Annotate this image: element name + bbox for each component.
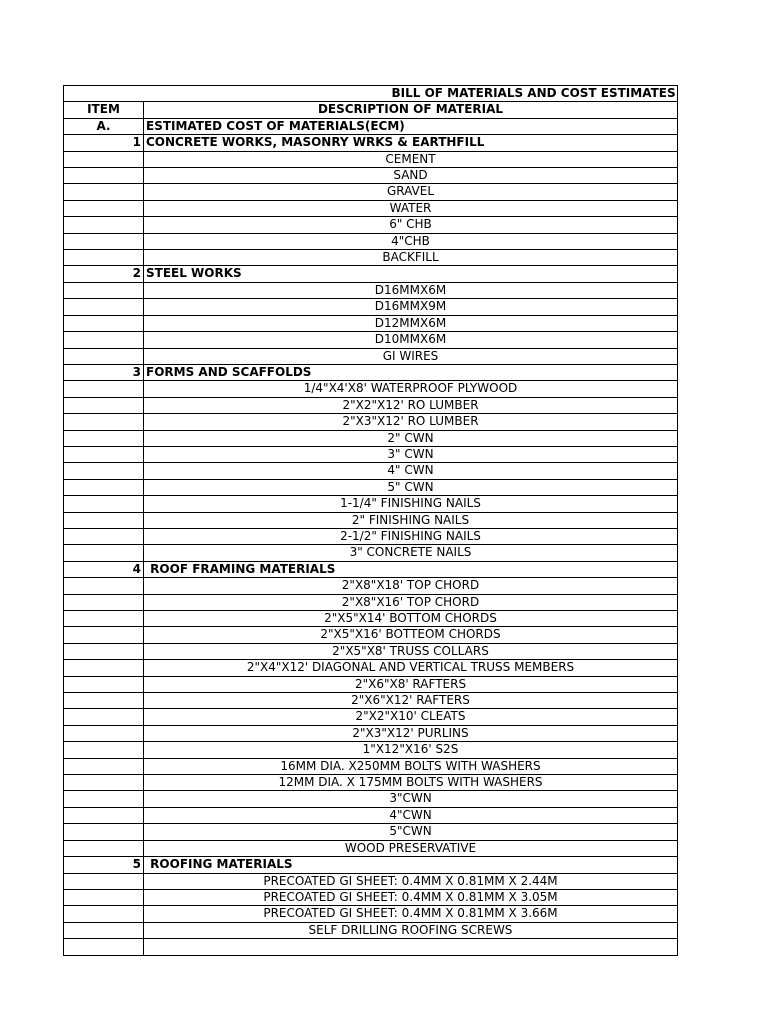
material-description-cell: 1/4"X4'X8' WATERPROOF PLYWOOD <box>144 381 678 397</box>
category-description-cell: FORMS AND SCAFFOLDS <box>144 364 678 380</box>
material-description-cell <box>144 939 678 955</box>
material-row <box>64 627 678 643</box>
item-number-cell <box>64 758 144 774</box>
item-number-cell <box>64 414 144 430</box>
material-description-cell: 2-1/2" FINISHING NAILS <box>144 528 678 544</box>
material-description-cell: 4" CWN <box>144 463 678 479</box>
material-row <box>64 611 678 627</box>
material-description-cell: 2"X3"X12' PURLINS <box>144 725 678 741</box>
material-row <box>64 791 678 807</box>
material-description-cell: D16MMX9M <box>144 299 678 315</box>
item-number-cell <box>64 250 144 266</box>
item-number-cell <box>64 233 144 249</box>
item-number-cell <box>64 611 144 627</box>
item-number-cell <box>64 709 144 725</box>
material-row <box>64 824 678 840</box>
description-column-header: DESCRIPTION OF MATERIAL <box>144 102 678 118</box>
item-number-cell <box>64 889 144 905</box>
item-number-cell <box>64 512 144 528</box>
item-number-cell <box>64 282 144 298</box>
material-description-cell: 3" CONCRETE NAILS <box>144 545 678 561</box>
item-number-cell <box>64 725 144 741</box>
material-description-cell: 4"CWN <box>144 807 678 823</box>
sheet-title: BILL OF MATERIALS AND COST ESTIMATES <box>144 86 678 102</box>
category-description-cell: ROOF FRAMING MATERIALS <box>144 561 678 577</box>
material-description-cell: 5"CWN <box>144 824 678 840</box>
item-number-cell <box>64 775 144 791</box>
item-number-cell <box>64 791 144 807</box>
item-number-cell <box>64 315 144 331</box>
material-row <box>64 463 678 479</box>
section-row <box>64 118 678 134</box>
item-number-cell <box>64 742 144 758</box>
material-row <box>64 200 678 216</box>
material-description-cell: 2"X5"X14' BOTTOM CHORDS <box>144 611 678 627</box>
item-column-header: ITEM <box>64 102 144 118</box>
item-number-cell: 2 <box>64 266 144 282</box>
material-row <box>64 775 678 791</box>
section-item-cell: A. <box>64 118 144 134</box>
category-description-cell: CONCRETE WORKS, MASONRY WRKS & EARTHFILL <box>144 135 678 151</box>
item-number-cell <box>64 807 144 823</box>
material-description-cell: 2" FINISHING NAILS <box>144 512 678 528</box>
item-number-cell <box>64 184 144 200</box>
material-row <box>64 693 678 709</box>
item-number-cell <box>64 545 144 561</box>
item-number-cell <box>64 594 144 610</box>
material-row <box>64 430 678 446</box>
material-description-cell: 3"CWN <box>144 791 678 807</box>
material-description-cell: 2"X8"X18' TOP CHORD <box>144 578 678 594</box>
item-number-cell <box>64 693 144 709</box>
material-description-cell: 2"X6"X12' RAFTERS <box>144 693 678 709</box>
item-number-cell <box>64 151 144 167</box>
material-row <box>64 512 678 528</box>
item-number-cell <box>64 299 144 315</box>
material-row <box>64 151 678 167</box>
title-spacer-cell <box>64 86 144 102</box>
material-description-cell: PRECOATED GI SHEET: 0.4MM X 0.81MM X 3.05M <box>144 889 678 905</box>
material-description-cell: CEMENT <box>144 151 678 167</box>
material-row <box>64 315 678 331</box>
material-row <box>64 282 678 298</box>
material-row <box>64 906 678 922</box>
item-number-cell <box>64 463 144 479</box>
title-row <box>64 86 678 102</box>
material-row <box>64 528 678 544</box>
item-number-cell <box>64 332 144 348</box>
item-number-cell <box>64 676 144 692</box>
material-row <box>64 381 678 397</box>
material-description-cell: 6" CHB <box>144 217 678 233</box>
material-description-cell: GI WIRES <box>144 348 678 364</box>
item-number-cell: 4 <box>64 561 144 577</box>
item-number-cell: 3 <box>64 364 144 380</box>
material-row <box>64 709 678 725</box>
material-row <box>64 939 678 955</box>
material-description-cell: 2"X2"X10' CLEATS <box>144 709 678 725</box>
material-description-cell: 1-1/4" FINISHING NAILS <box>144 496 678 512</box>
category-row <box>64 561 678 577</box>
item-number-cell <box>64 643 144 659</box>
material-row <box>64 397 678 413</box>
material-row <box>64 545 678 561</box>
material-description-cell: 2"X4"X12' DIAGONAL AND VERTICAL TRUSS MEMBERS <box>144 660 678 676</box>
category-row <box>64 135 678 151</box>
material-row <box>64 922 678 938</box>
item-number-cell <box>64 381 144 397</box>
material-row <box>64 250 678 266</box>
item-number-cell <box>64 627 144 643</box>
material-row <box>64 184 678 200</box>
material-description-cell: 5" CWN <box>144 479 678 495</box>
material-row <box>64 643 678 659</box>
material-description-cell: 2"X8"X16' TOP CHORD <box>144 594 678 610</box>
item-number-cell <box>64 660 144 676</box>
material-row <box>64 168 678 184</box>
item-number-cell <box>64 168 144 184</box>
item-number-cell <box>64 873 144 889</box>
material-row <box>64 742 678 758</box>
item-number-cell <box>64 348 144 364</box>
material-row <box>64 578 678 594</box>
item-number-cell <box>64 528 144 544</box>
material-row <box>64 348 678 364</box>
material-description-cell: BACKFILL <box>144 250 678 266</box>
bom-table <box>63 85 678 956</box>
material-description-cell: 4"CHB <box>144 233 678 249</box>
material-row <box>64 217 678 233</box>
item-number-cell <box>64 217 144 233</box>
item-number-cell: 1 <box>64 135 144 151</box>
material-row <box>64 414 678 430</box>
material-description-cell: 16MM DIA. X250MM BOLTS WITH WASHERS <box>144 758 678 774</box>
header-row <box>64 102 678 118</box>
category-row <box>64 266 678 282</box>
material-description-cell: 1"X12"X16' S2S <box>144 742 678 758</box>
material-description-cell: 2"X2"X12' RO LUMBER <box>144 397 678 413</box>
material-row <box>64 807 678 823</box>
item-number-cell: 5 <box>64 857 144 873</box>
material-description-cell: D10MMX6M <box>144 332 678 348</box>
material-row <box>64 479 678 495</box>
material-description-cell: 3" CWN <box>144 446 678 462</box>
material-description-cell: SELF DRILLING ROOFING SCREWS <box>144 922 678 938</box>
item-number-cell <box>64 446 144 462</box>
material-row <box>64 889 678 905</box>
material-row <box>64 873 678 889</box>
item-number-cell <box>64 430 144 446</box>
material-description-cell: 2"X3"X12' RO LUMBER <box>144 414 678 430</box>
bom-table-body <box>64 86 678 956</box>
material-description-cell: D16MMX6M <box>144 282 678 298</box>
material-row <box>64 496 678 512</box>
item-number-cell <box>64 824 144 840</box>
material-description-cell: GRAVEL <box>144 184 678 200</box>
material-row <box>64 676 678 692</box>
material-row <box>64 233 678 249</box>
item-number-cell <box>64 922 144 938</box>
item-number-cell <box>64 840 144 856</box>
category-row <box>64 857 678 873</box>
bill-of-materials-sheet <box>63 85 677 956</box>
item-number-cell <box>64 479 144 495</box>
category-description-cell: STEEL WORKS <box>144 266 678 282</box>
material-row <box>64 446 678 462</box>
item-number-cell <box>64 939 144 955</box>
item-number-cell <box>64 906 144 922</box>
material-row <box>64 725 678 741</box>
item-number-cell <box>64 496 144 512</box>
material-description-cell: D12MMX6M <box>144 315 678 331</box>
material-description-cell: SAND <box>144 168 678 184</box>
material-row <box>64 758 678 774</box>
material-row <box>64 299 678 315</box>
material-description-cell: 12MM DIA. X 175MM BOLTS WITH WASHERS <box>144 775 678 791</box>
material-description-cell: 2"X6"X8' RAFTERS <box>144 676 678 692</box>
section-description-cell: ESTIMATED COST OF MATERIALS(ECM) <box>144 118 678 134</box>
material-description-cell: WOOD PRESERVATIVE <box>144 840 678 856</box>
item-number-cell <box>64 578 144 594</box>
item-number-cell <box>64 200 144 216</box>
material-row <box>64 660 678 676</box>
material-row <box>64 594 678 610</box>
material-description-cell: WATER <box>144 200 678 216</box>
material-row <box>64 332 678 348</box>
item-number-cell <box>64 397 144 413</box>
material-description-cell: 2"X5"X16' BOTTEOM CHORDS <box>144 627 678 643</box>
material-description-cell: PRECOATED GI SHEET: 0.4MM X 0.81MM X 3.66M <box>144 906 678 922</box>
material-row <box>64 840 678 856</box>
material-description-cell: PRECOATED GI SHEET: 0.4MM X 0.81MM X 2.44M <box>144 873 678 889</box>
material-description-cell: 2" CWN <box>144 430 678 446</box>
category-description-cell: ROOFING MATERIALS <box>144 857 678 873</box>
material-description-cell: 2"X5"X8' TRUSS COLLARS <box>144 643 678 659</box>
category-row <box>64 364 678 380</box>
